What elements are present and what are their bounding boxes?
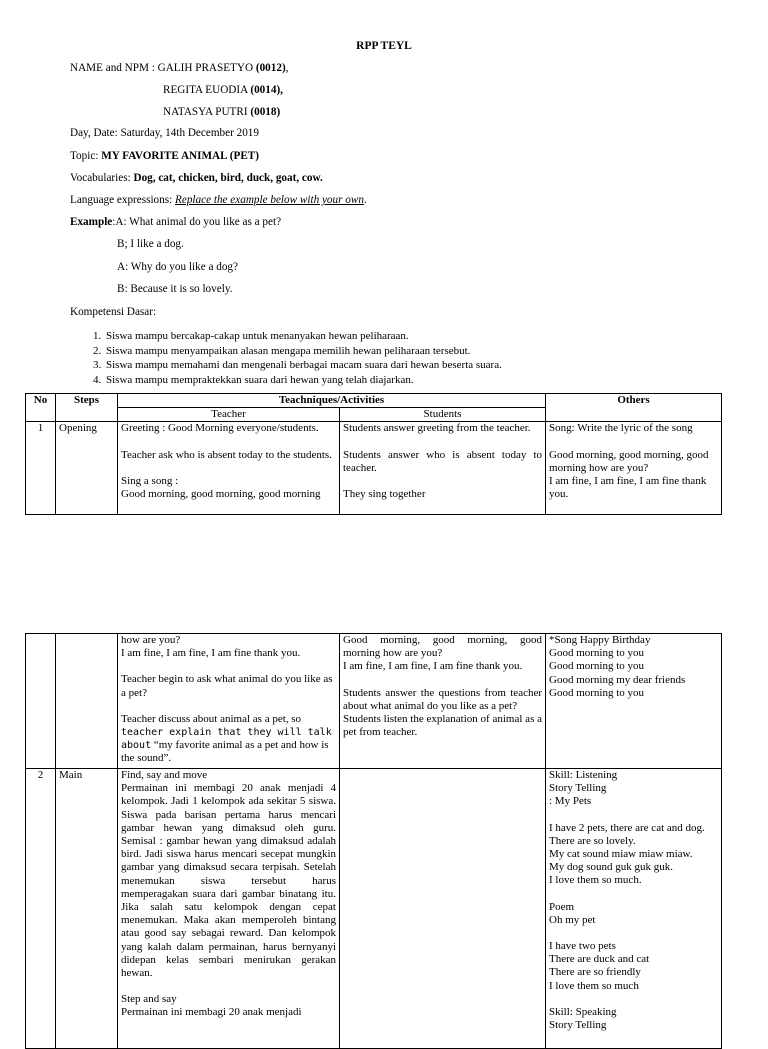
name-line-3 — [163, 106, 280, 119]
teacher-text: Teacher ask who is absent today to the students. — [121, 448, 332, 461]
others-text: There are so lovely. — [549, 834, 636, 847]
students-text: Students listen the explanation of animal as a pet from teacher. — [343, 713, 542, 739]
others-text: Skill: Listening — [549, 769, 618, 781]
students-text: They sing together — [343, 488, 426, 501]
row-step-empty — [56, 634, 118, 769]
teacher-text: Greeting : Good Morning everyone/students. — [121, 422, 319, 435]
activities-table-continued — [25, 633, 722, 1049]
students-text: Students answer greeting from the teacher. — [343, 422, 531, 435]
students-text: Good morning, good morning, good morning how are you? — [343, 634, 542, 660]
header-others: Others — [546, 394, 722, 422]
others-text: Story Telling — [549, 1019, 607, 1032]
others-text: Good morning my dear friends — [549, 673, 686, 686]
teacher-cell — [118, 769, 340, 1049]
kompetensi-label: Kompetensi Dasar: — [70, 306, 157, 318]
teacher-text: Step and say — [121, 993, 177, 1006]
row-number: 2 — [26, 769, 56, 1049]
row-step: Main — [56, 769, 118, 1049]
others-cell — [546, 422, 722, 515]
header-techniques: Teachniques/Activities — [118, 394, 546, 408]
topic-value: MY FAVORITE ANIMAL (PET) — [101, 150, 259, 162]
activities-table — [25, 393, 722, 515]
teacher-cell — [118, 634, 340, 769]
others-text: Oh my pet — [549, 913, 596, 926]
students-cell — [340, 634, 546, 769]
others-text: Good morning, good morning, good morning how are you? — [549, 448, 709, 474]
others-text: Good morning to you — [549, 686, 645, 699]
students-text: Students answer who is absent today to teacher. — [343, 448, 543, 474]
others-text: Song: Write the lyric of the song — [549, 422, 693, 435]
others-text: : My Pets — [549, 795, 592, 808]
teacher-text: Find, say and move — [121, 769, 208, 781]
others-text: *Song Happy Birthday — [549, 634, 651, 646]
others-text: My cat sound miaw miaw miaw. — [549, 848, 693, 861]
others-cell — [546, 634, 722, 769]
table-row — [26, 634, 722, 769]
teacher-text — [121, 713, 336, 766]
table-row — [26, 769, 722, 1049]
teacher-text: Permainan ini membagi 20 anak menjadi 4 kelompok. Jadi 1 kelompok ada sekitar 5 siswa. Siswa pada barisan pertama harus mencari gambar hewan yang dimaksud oleh guru. Semisal : gambar hewan yang dimaksud adalah bird. Jadi siswa harus mencari secepat mungkin gambar yang dimaksud secara terpisah. Setelah menemukan siswa tersebut harus memperagakan suara dari gambar binatang itu. Jika salah satu kelompok dengan cepat menemukan. Maka akan memperoleh bintang atau good say sebagai reward. Dan kelompok yang kalah dalam permainan, harus bernyanyi didepan kelas sembari menirukan gerakan hewan. — [121, 782, 336, 980]
kompetensi-item: 2. Siswa mampu menyampaikan alasan mengapa memilih hewan peliharaan tersebut. — [104, 344, 502, 359]
teacher-text: Teacher begin to ask what animal do you like as a pet? — [121, 673, 333, 699]
others-text: I have 2 pets, there are cat and dog. — [549, 821, 705, 834]
others-text: There are duck and cat — [549, 953, 650, 966]
teacher-text-part: teacher explain that they will talk about — [121, 727, 332, 752]
kompetensi-item: 3. Siswa mampu memahami dan mengenali berbagai macam suara dari hewan beserta suara. — [104, 358, 502, 373]
teacher-text: Permainan ini membagi 20 anak menjadi — [121, 1006, 302, 1019]
example-line-4: B: Because it is so lovely. — [117, 283, 233, 295]
students-text: I am fine, I am fine, I am fine thank you. — [343, 660, 523, 673]
header-no: No — [26, 394, 56, 422]
students-text: Students answer the questions from teacher about what animal do you like as a pet? — [343, 686, 542, 712]
others-text: I have two pets — [549, 940, 616, 953]
vocab-line — [70, 172, 323, 185]
student-npm-3: (0018) — [250, 106, 281, 118]
kompetensi-item: 1. Siswa mampu bercakap-cakap untuk menanyakan hewan peliharaan. — [104, 329, 502, 344]
row-step: Opening — [56, 422, 118, 515]
teacher-text: I am fine, I am fine, I am fine thank you. — [121, 647, 301, 660]
kompetensi-list — [70, 329, 502, 387]
kompetensi-item: 4. Siswa mampu mempraktekkan suara dari hewan yang telah diajarkan. — [104, 373, 502, 388]
row-number-empty — [26, 634, 56, 769]
teacher-cell — [118, 422, 340, 515]
others-cell — [546, 769, 722, 1049]
lang-end: . — [363, 194, 367, 206]
table-row — [26, 422, 722, 515]
row-number: 1 — [26, 422, 56, 515]
example-text-1: :A: What animal do you like as a pet? — [112, 216, 282, 228]
students-cell — [340, 769, 546, 1049]
name-label: NAME and NPM : — [70, 62, 158, 74]
others-text: Good morning to you — [549, 647, 645, 660]
teacher-text: Good morning, good morning, good morning — [121, 488, 321, 501]
lang-label: Language expressions: — [70, 194, 176, 206]
vocab-value: Dog, cat, chicken, bird, duck, goat, cow. — [133, 172, 323, 184]
student-name-2: REGITA EUODIA — [163, 84, 251, 96]
name-line-2 — [163, 84, 283, 97]
others-text: There are so friendly — [549, 966, 641, 979]
header-steps: Steps — [56, 394, 118, 422]
example-line-2: B; I like a dog. — [117, 238, 184, 250]
student-name-3: NATASYA PUTRI — [163, 106, 251, 118]
header-teacher: Teacher — [118, 408, 340, 422]
name-line-1 — [70, 62, 288, 75]
teacher-text: Sing a song : — [121, 474, 179, 487]
language-expressions-line — [70, 194, 367, 207]
others-text: Skill: Speaking — [549, 1005, 617, 1018]
students-cell — [340, 422, 546, 515]
topic-label: Topic: — [70, 150, 102, 162]
others-text: I love them so much. — [549, 874, 642, 887]
example-label: Example — [70, 216, 113, 228]
student-npm-2: (0014), — [250, 84, 283, 96]
others-text: I am fine, I am fine, I am fine thank you. — [549, 475, 707, 501]
example-line-3: A: Why do you like a dog? — [117, 261, 238, 273]
others-text: My dog sound guk guk guk. — [549, 861, 674, 874]
others-text: Story Telling — [549, 782, 607, 795]
others-text: Good morning to you — [549, 660, 645, 673]
teacher-text-part: Teacher discuss about animal as a pet, so — [121, 712, 302, 725]
teacher-text: how are you? — [121, 634, 181, 646]
header-students: Students — [340, 408, 546, 422]
student-npm-1: (0012) — [255, 62, 286, 74]
name-separator: , — [285, 62, 289, 74]
day-date: Day, Date: Saturday, 14th December 2019 — [70, 127, 259, 139]
topic-line — [70, 150, 259, 163]
teacher-text-part: “my favorite animal as a pet and how is the sound”. — [121, 739, 329, 765]
example-line-1 — [70, 216, 281, 229]
others-text: Poem — [549, 900, 575, 913]
document-title: RPP TEYL — [356, 40, 412, 52]
lang-note: Replace the example below with your own — [175, 194, 364, 206]
student-name-1: GALIH PRASETYO — [157, 62, 256, 74]
others-text: I love them so much — [549, 979, 639, 992]
vocab-label: Vocabularies: — [70, 172, 134, 184]
